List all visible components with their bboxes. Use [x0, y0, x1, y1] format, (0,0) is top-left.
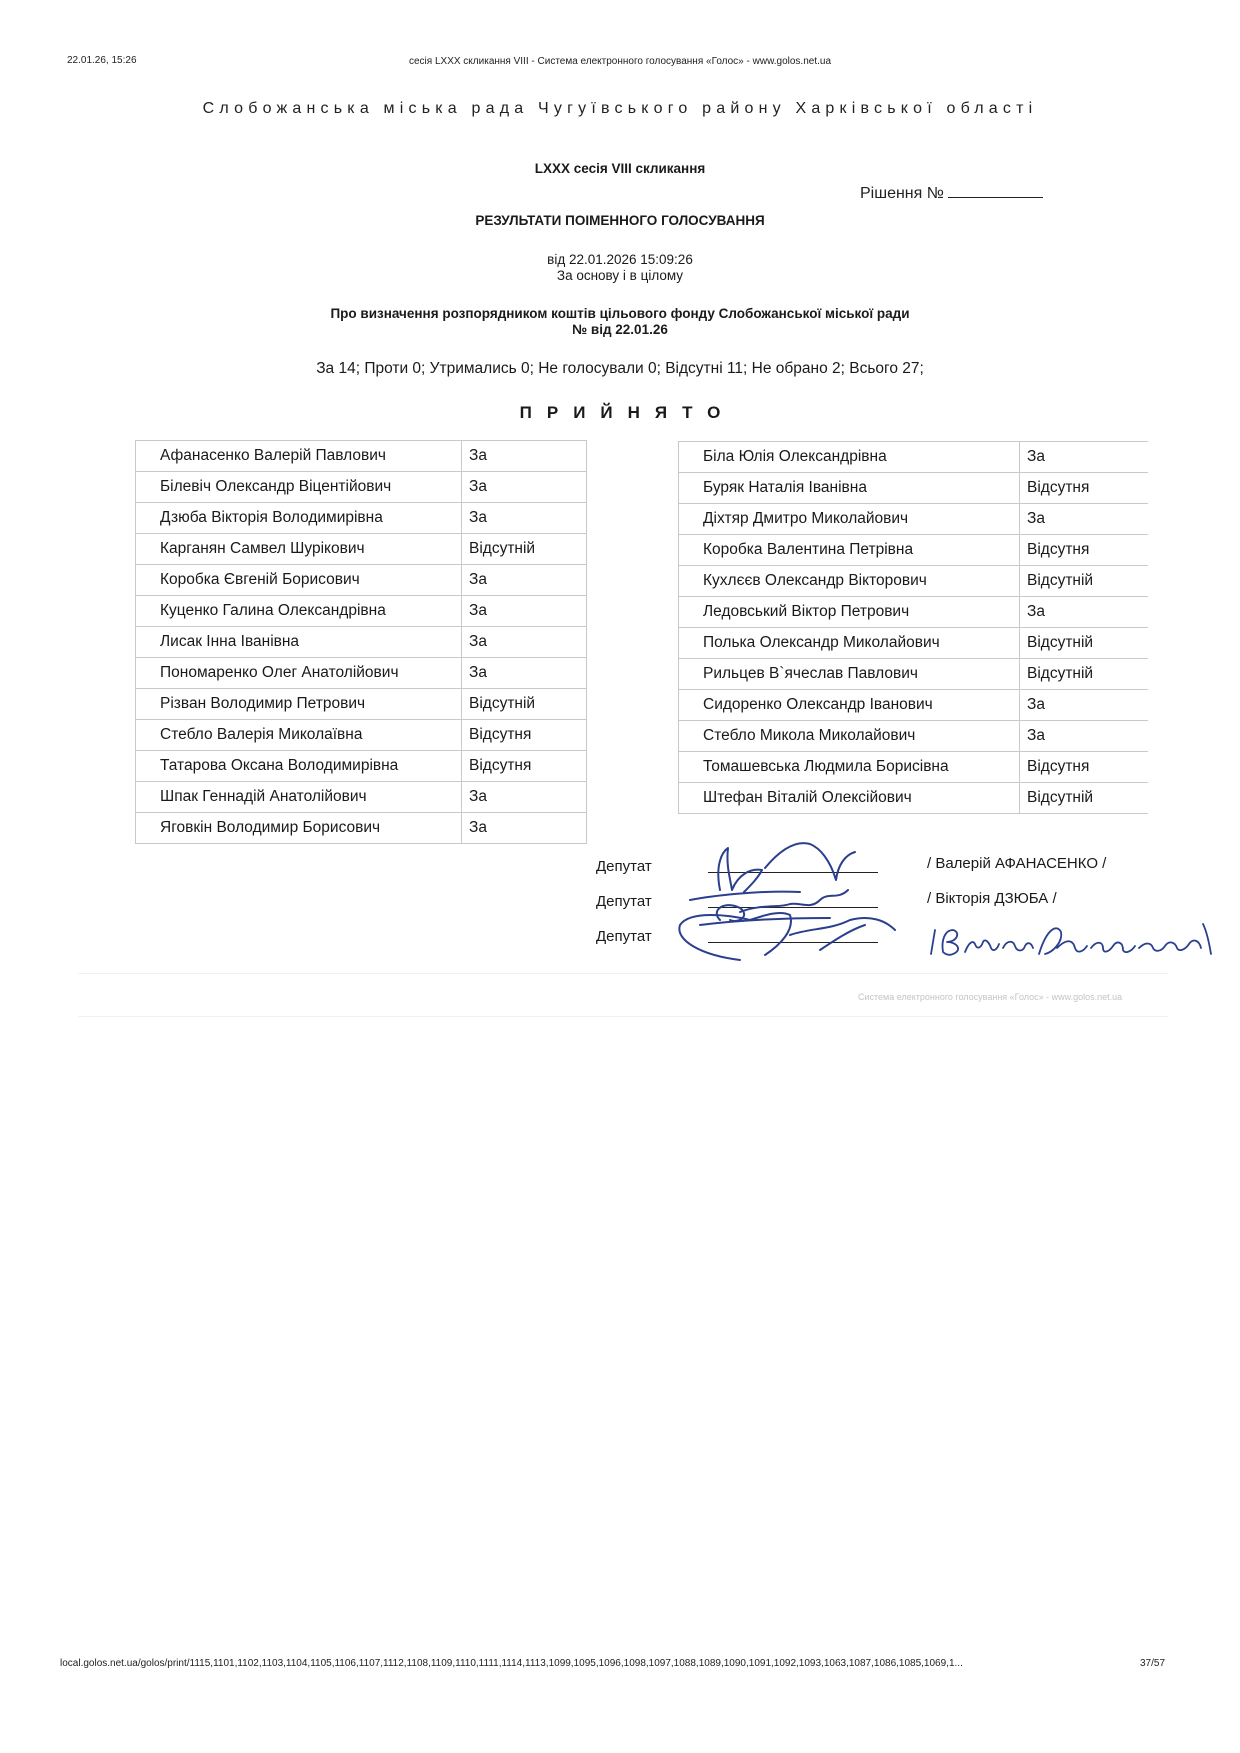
- deputy-name: Татарова Оксана Володимирівна: [136, 751, 462, 782]
- deputy-name: Штефан Віталій Олексійович: [679, 783, 1020, 814]
- deputy-vote: За: [462, 441, 587, 472]
- deputy-vote: Відсутня: [1020, 535, 1149, 566]
- print-datetime: 22.01.26, 15:26: [67, 55, 137, 66]
- deputy-name: Карганян Самвел Шурікович: [136, 534, 462, 565]
- session-title: LXXX сесія VIII скликання: [534, 161, 706, 176]
- page-number: 37/57: [1140, 1658, 1166, 1669]
- signature-label: Депутат: [596, 893, 652, 910]
- vote-row: [679, 628, 1149, 659]
- deputy-vote: За: [1020, 504, 1149, 535]
- deputy-name: Ледовський Віктор Петрович: [679, 597, 1020, 628]
- vote-row: [679, 721, 1149, 752]
- deputy-vote: За: [462, 813, 587, 844]
- council-name: Слобожанська міська рада Чугуївського району Харківської області: [202, 100, 1038, 117]
- deputy-name: Яговкін Володимир Борисович: [136, 813, 462, 844]
- deputy-vote: Відсутній: [1020, 659, 1149, 690]
- deputy-name: Білевіч Олександр Віцентійович: [136, 472, 462, 503]
- deputy-vote: Відсутня: [462, 720, 587, 751]
- deputy-name: Буряк Наталія Іванівна: [679, 473, 1020, 504]
- vote-type: За основу і в цілому: [556, 268, 684, 283]
- faint-rule: [78, 1016, 1168, 1017]
- deputy-name: Різван Володимир Петрович: [136, 689, 462, 720]
- deputy-name: Афанасенко Валерій Павлович: [136, 441, 462, 472]
- vote-row: [679, 535, 1149, 566]
- deputy-vote: Відсутній: [462, 689, 587, 720]
- vote-date-block: [0, 252, 1240, 284]
- deputy-vote: За: [462, 782, 587, 813]
- deputy-name: Кухлєєв Олександр Вікторович: [679, 566, 1020, 597]
- vote-summary: За 14; Проти 0; Утримались 0; Не голосували 0; Відсутні 11; Не обрано 2; Всього 27;: [316, 360, 924, 377]
- deputy-name: Рильцев В`ячеслав Павлович: [679, 659, 1020, 690]
- subject-title: Про визначення розпорядником коштів цільового фонду Слобожанської міської ради: [330, 306, 910, 321]
- faint-rule: [78, 973, 1168, 974]
- deputy-vote: Відсутній: [1020, 783, 1149, 814]
- deputy-name: Діхтяр Дмитро Миколайович: [679, 504, 1020, 535]
- deputy-vote: За: [462, 627, 587, 658]
- deputy-name: Стебло Микола Миколайович: [679, 721, 1020, 752]
- deputy-vote: За: [1020, 690, 1149, 721]
- vote-row: [679, 752, 1149, 783]
- deputy-vote: За: [462, 658, 587, 689]
- deputy-name: Шпак Геннадій Анатолійович: [136, 782, 462, 813]
- deputy-vote: За: [1020, 721, 1149, 752]
- deputy-vote: За: [462, 503, 587, 534]
- deputy-name: Сидоренко Олександр Іванович: [679, 690, 1020, 721]
- vote-row: [136, 751, 587, 782]
- vote-row: [679, 783, 1149, 814]
- deputy-vote: Відсутній: [462, 534, 587, 565]
- handwritten-name-image: [927, 918, 1217, 962]
- deputy-name: Пономаренко Олег Анатолійович: [136, 658, 462, 689]
- deputy-vote: Відсутній: [1020, 566, 1149, 597]
- vote-row: [136, 658, 587, 689]
- deputy-vote: За: [462, 565, 587, 596]
- vote-row: [136, 689, 587, 720]
- deputy-vote: Відсутня: [1020, 473, 1149, 504]
- handwritten-signatures-image: [670, 820, 910, 970]
- results-title: РЕЗУЛЬТАТИ ПОІМЕННОГО ГОЛОСУВАННЯ: [475, 213, 765, 228]
- deputy-name: Дзюба Вікторія Володимирівна: [136, 503, 462, 534]
- deputy-name: Коробка Валентина Петрівна: [679, 535, 1020, 566]
- deputy-vote: За: [462, 596, 587, 627]
- deputy-name: Томашевська Людмила Борисівна: [679, 752, 1020, 783]
- vote-row: [136, 782, 587, 813]
- decision-number: [860, 183, 1043, 203]
- vote-row: [136, 534, 587, 565]
- deputy-vote: За: [1020, 442, 1149, 473]
- deputy-name: Лисак Інна Іванівна: [136, 627, 462, 658]
- vote-row: [679, 504, 1149, 535]
- vote-date: від 22.01.2026 15:09:26: [547, 252, 693, 267]
- footer-watermark: Система електронного голосування «Голос» - www.golos.net.ua: [858, 992, 1123, 1002]
- signatory-name: / Валерій АФАНАСЕНКО /: [927, 855, 1107, 872]
- result-status: ПРИЙНЯТО: [519, 403, 736, 422]
- deputy-vote: За: [462, 472, 587, 503]
- vote-row: [679, 659, 1149, 690]
- vote-row: [136, 627, 587, 658]
- deputy-name: Стебло Валерія Миколаївна: [136, 720, 462, 751]
- deputy-vote: За: [1020, 597, 1149, 628]
- vote-row: [679, 566, 1149, 597]
- decision-label: Рішення №: [860, 185, 944, 202]
- deputy-name: Коробка Євгеній Борисович: [136, 565, 462, 596]
- votes-table-right: [678, 441, 1148, 814]
- vote-row: [679, 442, 1149, 473]
- subject-block: [0, 306, 1240, 338]
- vote-row: [679, 690, 1149, 721]
- vote-row: [679, 597, 1149, 628]
- vote-row: [136, 813, 587, 844]
- footer-print-url: local.golos.net.ua/golos/print/1115,1101,1102,1103,1104,1105,1106,1107,1112,1108,1109,1110,1111,1114,1113,1099,1095,1096,1098,1097,1088,1089,1090,1091,1092,1093,1063,1087,1086,1085,1069,1...: [60, 1658, 963, 1669]
- deputy-vote: Відсутній: [1020, 628, 1149, 659]
- vote-row: [136, 720, 587, 751]
- signatory-name: / Вікторія ДЗЮБА /: [927, 890, 1057, 907]
- deputy-name: Полька Олександр Миколайович: [679, 628, 1020, 659]
- signature-label: Депутат: [596, 858, 652, 875]
- decision-number-blank: [948, 183, 1043, 198]
- vote-row: [136, 472, 587, 503]
- signature-label: Депутат: [596, 928, 652, 945]
- deputy-vote: Відсутня: [1020, 752, 1149, 783]
- vote-row: [136, 441, 587, 472]
- signatory-name-handwritten: [927, 918, 1217, 967]
- deputy-name: Біла Юлія Олександрівна: [679, 442, 1020, 473]
- vote-row: [679, 473, 1149, 504]
- print-header-title: сесія LXXX скликання VIII - Система електронного голосування «Голос» - www.golos.net.ua: [408, 56, 832, 67]
- vote-row: [136, 503, 587, 534]
- deputy-vote: Відсутня: [462, 751, 587, 782]
- vote-row: [136, 596, 587, 627]
- subject-number: № від 22.01.26: [572, 322, 668, 337]
- vote-row: [136, 565, 587, 596]
- votes-table-left: [135, 440, 587, 844]
- deputy-name: Куценко Галина Олександрівна: [136, 596, 462, 627]
